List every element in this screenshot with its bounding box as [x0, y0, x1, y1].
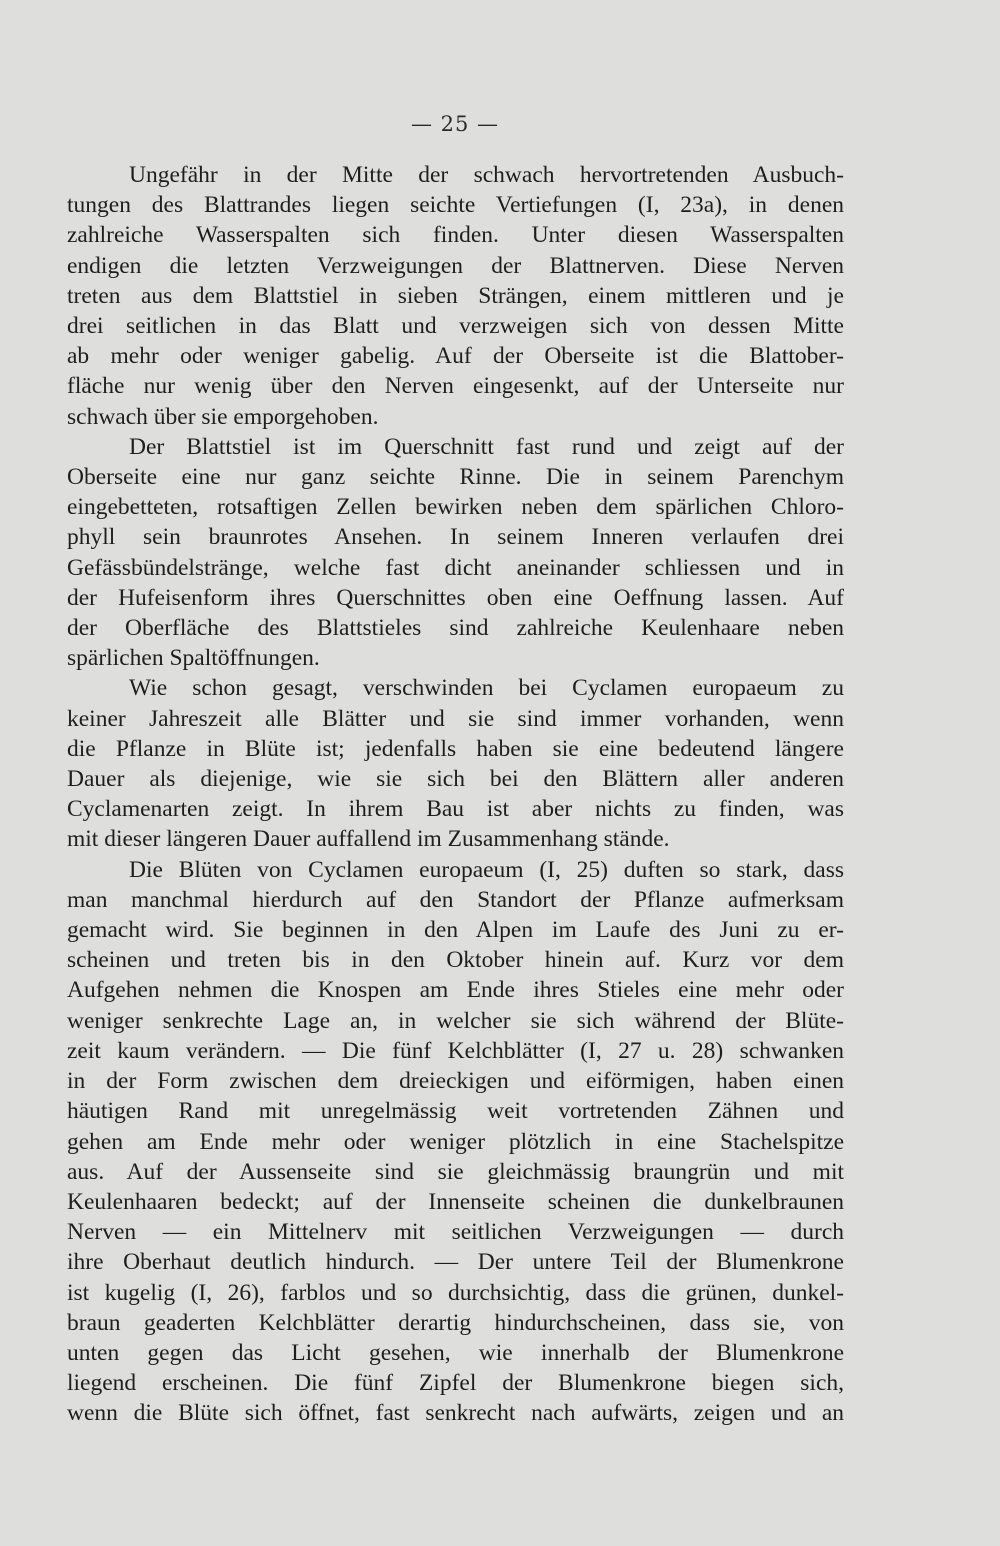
text-line: der Oberfläche des Blattstieles sind zahlreiche Keulenhaare neben	[67, 615, 844, 642]
text-line: ab mehr oder weniger gabelig. Auf der Oberseite ist die Blattober-	[67, 343, 844, 370]
text-line: mit dieser längeren Dauer auffallend im Zusammenhang stände.	[67, 826, 670, 853]
text-line: Gefässbündelstränge, welche fast dicht aneinander schliessen und in	[67, 554, 844, 581]
text-line: treten aus dem Blattstiel in sieben Strängen, einem mittleren und je	[67, 282, 844, 309]
text-line: Der Blattstiel ist im Querschnitt fast rund und zeigt auf der	[129, 433, 844, 460]
text-line: Cyclamenarten zeigt. In ihrem Bau ist aber nichts zu finden, was	[67, 796, 844, 823]
text-line: Aufgehen nehmen die Knospen am Ende ihres Stieles eine mehr oder	[67, 977, 844, 1004]
text-line: aus. Auf der Aussenseite sind sie gleichmässig braungrün und mit	[67, 1158, 844, 1185]
text-line: Wie schon gesagt, verschwinden bei Cyclamen europaeum zu	[129, 675, 844, 702]
text-line: ist kugelig (I, 26), farblos und so durchsichtig, dass die grünen, dunkel-	[67, 1279, 844, 1306]
text-line: phyll sein braunrotes Ansehen. In seinem Inneren verlaufen drei	[67, 524, 844, 551]
text-line: eingebetteten, rotsaftigen Zellen bewirken neben dem spärlichen Chloro-	[67, 494, 844, 521]
text-line: fläche nur wenig über den Nerven eingesenkt, auf der Unterseite nur	[67, 373, 844, 400]
text-line: Die Blüten von Cyclamen europaeum (I, 25) duften so stark, dass	[129, 856, 844, 883]
text-line: der Hufeisenform ihres Querschnittes oben eine Oeffnung lassen. Auf	[67, 584, 844, 611]
text-line: ihre Oberhaut deutlich hindurch. — Der untere Teil der Blumenkrone	[67, 1249, 844, 1276]
text-line: endigen die letzten Verzweigungen der Blattnerven. Diese Nerven	[67, 252, 844, 279]
text-line: in der Form zwischen dem dreieckigen und eiförmigen, haben einen	[67, 1068, 844, 1095]
text-line: drei seitlichen in das Blatt und verzweigen sich von dessen Mitte	[67, 313, 844, 340]
text-line: Dauer als diejenige, wie sie sich bei den Blättern aller anderen	[67, 766, 844, 793]
paragraph	[67, 160, 844, 432]
text-line: liegend erscheinen. Die fünf Zipfel der Blumenkrone biegen sich,	[67, 1370, 844, 1397]
paragraph	[67, 673, 844, 854]
text-line: keiner Jahreszeit alle Blätter und sie sind immer vorhanden, wenn	[67, 705, 844, 732]
text-line: Keulenhaaren bedeckt; auf der Innenseite scheinen die dunkelbraunen	[67, 1188, 844, 1215]
paragraph	[67, 855, 844, 1429]
text-line: gemacht wird. Sie beginnen in den Alpen im Laufe des Juni zu er-	[67, 917, 844, 944]
paragraph	[67, 432, 844, 674]
text-line: braun geaderten Kelchblätter derartig hindurchscheinen, dass sie, von	[67, 1309, 844, 1336]
text-line: Nerven — ein Mittelnerv mit seitlichen Verzweigungen — durch	[67, 1219, 844, 1246]
text-line: Oberseite eine nur ganz seichte Rinne. Die in seinem Parenchym	[67, 464, 844, 491]
text-line: man manchmal hierdurch auf den Standort der Pflanze aufmerksam	[67, 886, 844, 913]
page-number-header: — 25 —	[410, 112, 500, 136]
text-line: schwach über sie emporgehoben.	[67, 403, 379, 430]
text-line: wenn die Blüte sich öffnet, fast senkrecht nach aufwärts, zeigen und an	[67, 1400, 844, 1427]
text-line: tungen des Blattrandes liegen seichte Vertiefungen (I, 23a), in denen	[67, 192, 844, 219]
text-line: häutigen Rand mit unregelmässig weit vortretenden Zähnen und	[67, 1098, 844, 1125]
text-line: unten gegen das Licht gesehen, wie innerhalb der Blumenkrone	[67, 1339, 844, 1366]
text-line: Ungefähr in der Mitte der schwach hervortretenden Ausbuch-	[129, 162, 844, 188]
text-line: spärlichen Spaltöffnungen.	[67, 645, 320, 672]
text-line: zeit kaum verändern. — Die fünf Kelchblätter (I, 27 u. 28) schwanken	[67, 1037, 844, 1064]
text-line: gehen am Ende mehr oder weniger plötzlich in eine Stachelspitze	[67, 1128, 844, 1155]
body-text	[67, 160, 844, 1429]
text-line: die Pflanze in Blüte ist; jedenfalls haben sie eine bedeutend längere	[67, 735, 844, 762]
text-line: zahlreiche Wasserspalten sich finden. Unter diesen Wasserspalten	[67, 222, 844, 249]
text-line: weniger senkrechte Lage an, in welcher sie sich während der Blüte-	[67, 1007, 844, 1034]
text-line: scheinen und treten bis in den Oktober hinein auf. Kurz vor dem	[67, 947, 844, 974]
